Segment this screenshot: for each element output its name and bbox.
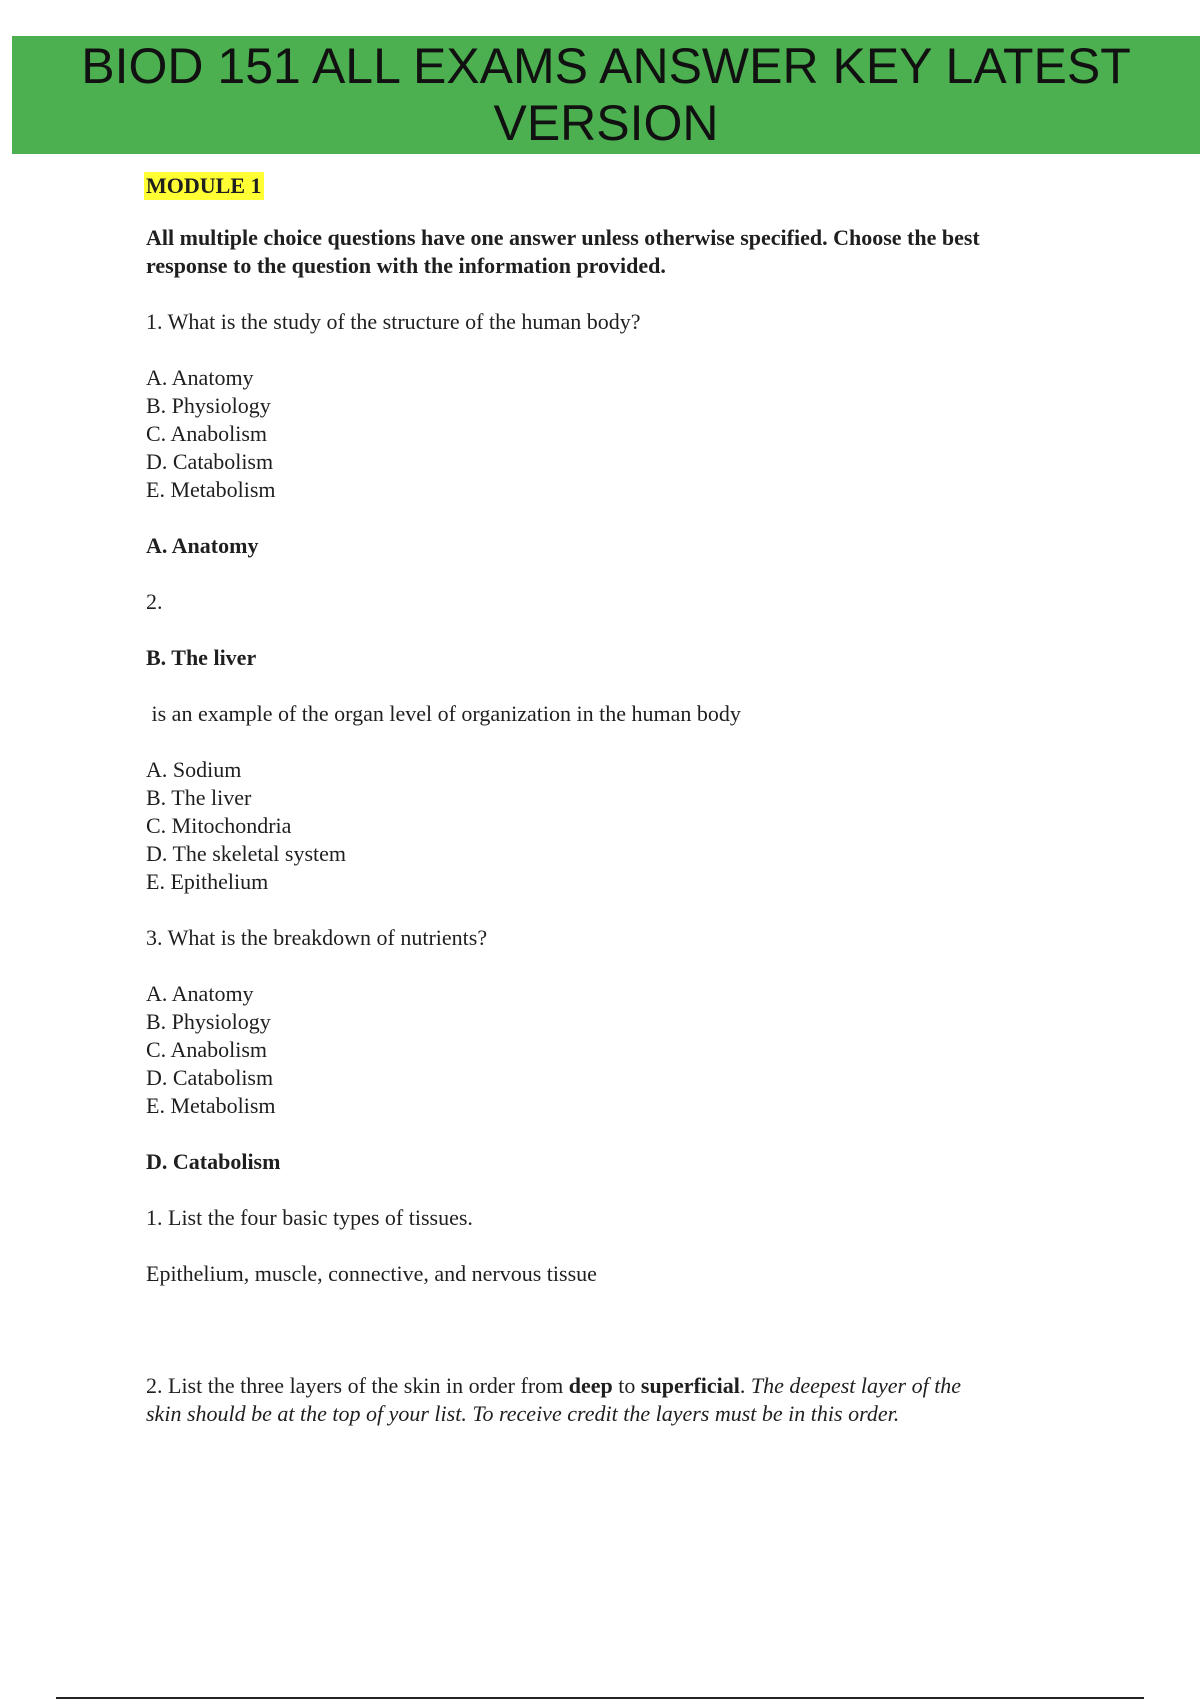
short-answer-2-period: . (739, 1373, 746, 1398)
option: C. Mitochondria (146, 813, 292, 838)
short-answer-2-prefix: 2. List the three layers of the skin in order from (146, 1373, 569, 1398)
question-2-number: 2. (146, 589, 163, 614)
option: D. Catabolism (146, 1065, 274, 1090)
option: E. Epithelium (146, 869, 269, 894)
document-body (146, 172, 1076, 1428)
option: B. The liver (146, 785, 252, 810)
question-2-statement: is an example of the organ level of organization in the human body (146, 701, 741, 726)
question-3-options (146, 980, 1076, 1120)
short-answer-2-to: to (612, 1373, 641, 1398)
instructions-line2: response to the question with the information provided. (146, 253, 666, 278)
option: B. Physiology (146, 1009, 271, 1034)
option: C. Anabolism (146, 421, 268, 446)
instructions-line1: All multiple choice questions have one answer unless otherwise specified. Choose the best (146, 225, 980, 250)
question-2-answer: B. The liver (146, 645, 257, 670)
document-title-line2: VERSION (493, 95, 719, 151)
option: A. Sodium (146, 757, 242, 782)
question-1-answer: A. Anatomy (146, 533, 259, 558)
option: B. Physiology (146, 393, 271, 418)
option: A. Anatomy (146, 365, 254, 390)
question-1-text: 1. What is the study of the structure of the human body? (146, 309, 641, 334)
option: E. Metabolism (146, 1093, 276, 1118)
question-3-text: 3. What is the breakdown of nutrients? (146, 925, 488, 950)
emphasis-superficial: superficial (640, 1373, 740, 1398)
option: A. Anatomy (146, 981, 254, 1006)
title-banner (12, 36, 1200, 154)
question-3-answer: D. Catabolism (146, 1149, 281, 1174)
document-title-line1: BIOD 151 ALL EXAMS ANSWER KEY LATEST (81, 38, 1131, 94)
footer-rule (56, 1697, 1144, 1699)
option: C. Anabolism (146, 1037, 268, 1062)
short-answer-2-question (146, 1372, 1076, 1428)
short-answer-1-question: 1. List the four basic types of tissues. (146, 1205, 473, 1230)
instructions (146, 224, 1076, 280)
question-2-options (146, 756, 1076, 896)
short-answer-2-note-line2: skin should be at the top of your list. To receive credit the layers must be in this order. (146, 1401, 900, 1426)
option: D. The skeletal system (146, 841, 346, 866)
short-answer-2-note-line1: The deepest layer of the (745, 1373, 962, 1398)
short-answer-1-answer: Epithelium, muscle, connective, and nervous tissue (146, 1261, 597, 1286)
option: D. Catabolism (146, 449, 274, 474)
emphasis-deep: deep (568, 1373, 613, 1398)
module-heading: MODULE 1 (146, 173, 262, 198)
option: E. Metabolism (146, 477, 276, 502)
question-1-options (146, 364, 1076, 504)
